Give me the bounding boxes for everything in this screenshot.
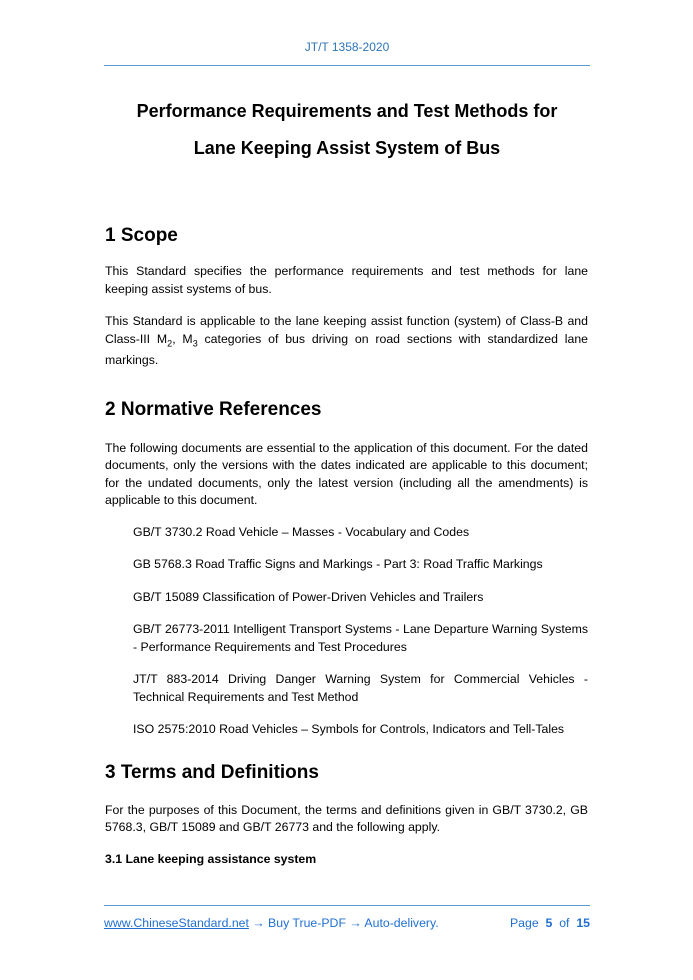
document-title xyxy=(104,93,590,167)
reference-item: GB/T 3730.2 Road Vehicle – Masses - Vocabulary and Codes xyxy=(133,524,470,539)
normative-intro: The following documents are essential to the application of this document. For the dated documents, only the versions with the dates indicated are applicable to this document; for the undated documents, only the latest version (including all the amendments) is applicable to this document. xyxy=(105,440,588,508)
page-label: Page xyxy=(509,916,539,930)
page-total: 15 xyxy=(576,916,590,930)
scope-p2-text-a: This Standard is applicable to the lane keeping assist function (system) of Class-B and Class-III M xyxy=(105,314,588,346)
title-line-2: Lane Keeping Assist System of Bus xyxy=(193,138,501,158)
scope-p2-text-c: categories of bus driving on road sections with standardized lane markings. xyxy=(105,331,588,368)
footer-divider xyxy=(104,905,590,906)
page-of-label: of xyxy=(559,916,570,930)
terms-intro: For the purposes of this Document, the terms and definitions given in GB/T 3730.2, GB 5768.3, GB/T 15089 and GB/T 26773 and the following apply. xyxy=(105,802,588,835)
footer-promo xyxy=(104,916,439,930)
scope-paragraph-2 xyxy=(105,313,588,370)
reference-item: JT/T 883-2014 Driving Danger Warning System for Commercial Vehicles - Technical Requirements and Test Method xyxy=(133,672,588,704)
scope-paragraph-1: This Standard specifies the performance requirements and test methods for lane keeping assist systems of bus. xyxy=(105,264,588,296)
footer-tagline: → Buy True-PDF → Auto-delivery. xyxy=(248,916,439,930)
page-current: 5 xyxy=(545,916,553,930)
subsection-heading: 3.1 Lane keeping assistance system xyxy=(105,851,317,866)
website-link[interactable]: www.ChineseStandard.net xyxy=(104,916,249,930)
section-heading-normative-references: 2 Normative References xyxy=(105,398,322,420)
reference-item: ISO 2575:2010 Road Vehicles – Symbols for Controls, Indicators and Tell-Tales xyxy=(133,722,565,737)
scope-p2-text-b: , M xyxy=(172,331,193,346)
title-line-1: Performance Requirements and Test Methods for xyxy=(136,101,558,121)
section-heading-scope: 1 Scope xyxy=(105,225,178,246)
reference-item: GB 5768.3 Road Traffic Signs and Markings - Part 3: Road Traffic Markings xyxy=(133,557,543,572)
running-header: JT/T 1358-2020 xyxy=(304,40,390,54)
document-body xyxy=(105,222,588,868)
page-number xyxy=(510,916,590,930)
reference-item: GB/T 15089 Classification of Power-Driven Vehicles and Trailers xyxy=(133,589,484,604)
subscript-2: 2 xyxy=(167,337,173,348)
header-divider xyxy=(104,65,590,66)
reference-item: GB/T 26773-2011 Intelligent Transport Systems - Lane Departure Warning Systems - Performance Requirements and Test Procedures xyxy=(133,622,588,654)
subscript-3: 3 xyxy=(192,337,198,348)
section-heading-terms: 3 Terms and Definitions xyxy=(105,761,319,783)
footer xyxy=(104,916,590,930)
